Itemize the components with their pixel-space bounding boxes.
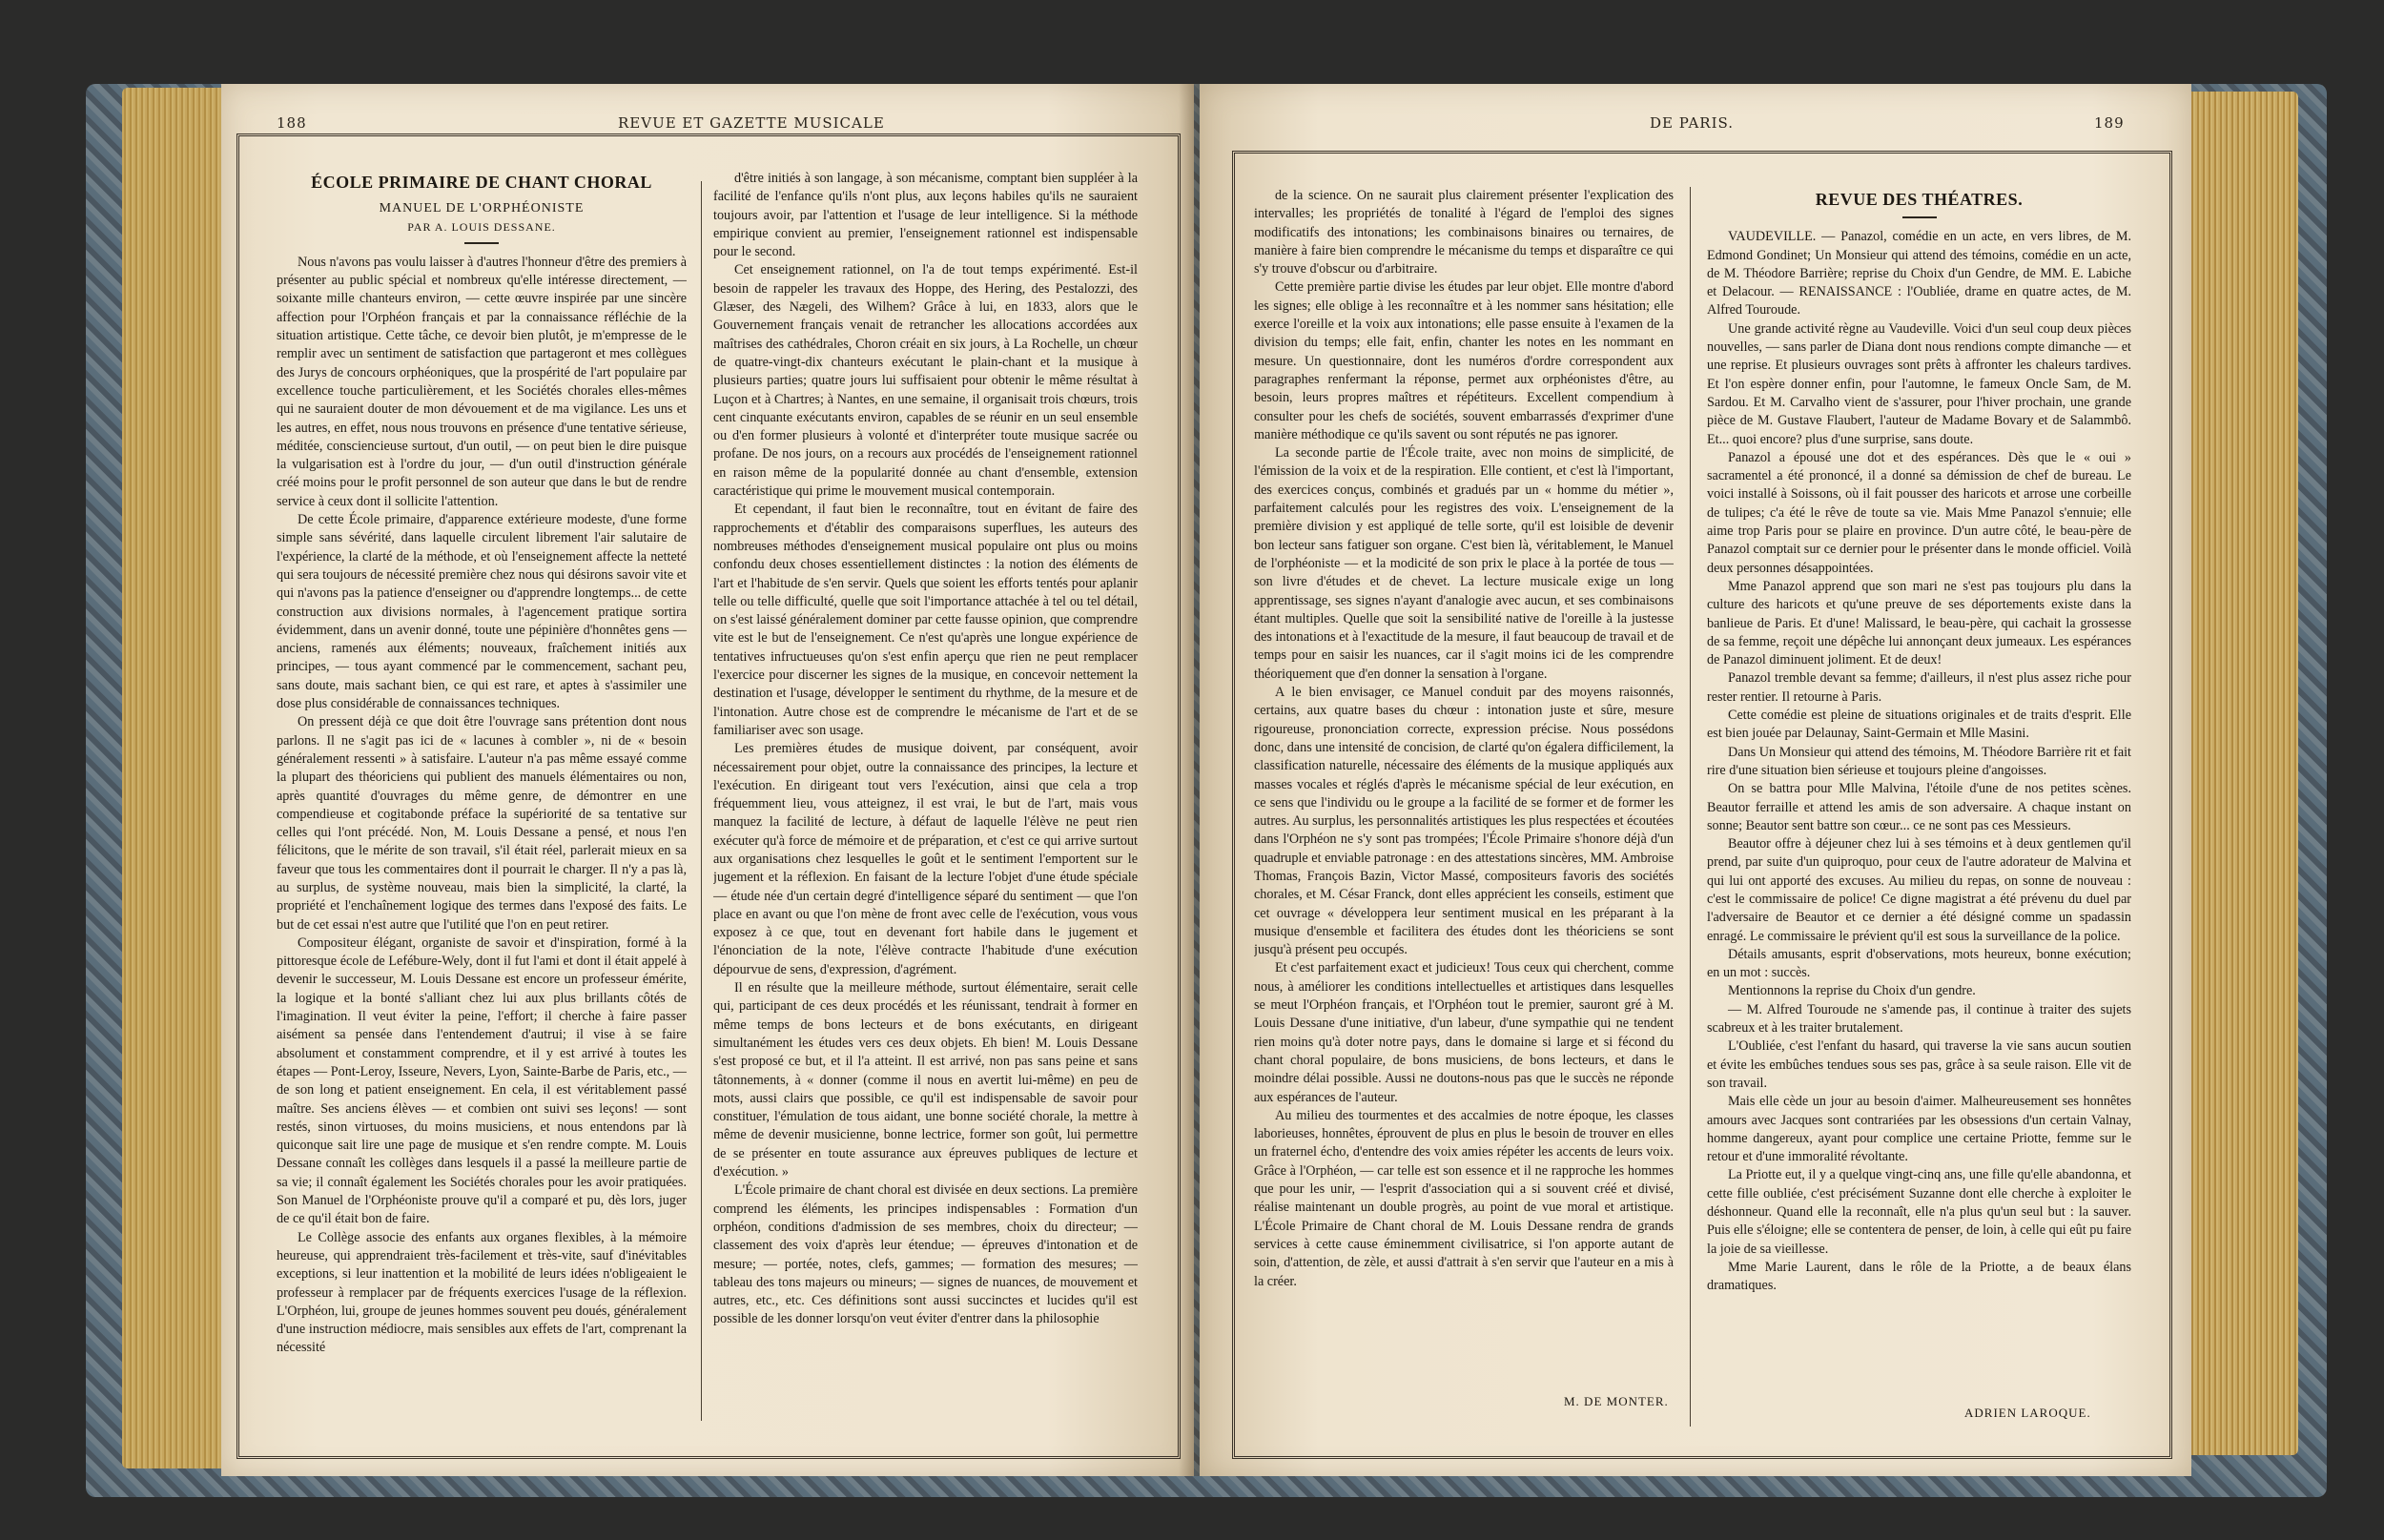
right-page-number: 189 [2094, 114, 2125, 132]
article-title: ÉCOLE PRIMAIRE DE CHANT CHORAL [311, 173, 652, 192]
theatre-review-title: REVUE DES THÉATRES. [1815, 190, 2024, 209]
theatre-title-rule [1902, 216, 1937, 218]
right-page-edges [2184, 92, 2298, 1455]
left-running-head: REVUE ET GAZETTE MUSICALE [618, 114, 885, 132]
paragraph: d'être initiés à son langage, à son mécanisme, comptant bien suppléer à la facilité de l'enfance qu'ils n'ont plus, aux leçons habiles qu'ils ne sauraient toujours avoir, par l'attention et l'usage de leur intelligence. Si la méthode empirique convient au premier, l'enseignement rationnel est indispensable pour le second. [713, 171, 1138, 260]
paragraph: VAUDEVILLE. — Panazol, comédie en un acte, en vers libres, de M. Edmond Gondinet; Un Monsieur qui attend des témoins, comédie en un acte, de M. Théodore Barrière; reprise du Choix d'un Gendre, de MM. E. Labiche et Delacour. — RENAISSANCE : l'Oubliée, drame en quatre actes, de M. Alfred Touroude. [1707, 229, 2131, 318]
paragraph: Et cependant, il faut bien le reconnaître, tout en évitant de faire des rapprochements et d'établir des comparaisons superflues, les auteurs des nombreuses méthodes d'enseignement musical populaire ont plus ou moins confondu deux choses essentiellement distinctes : la notion des éléments de l'art et l'habitude de s'en servir. Quels que soient les efforts tentés pour aplanir telle ou telle difficulté, quelle que soit l'importance attachée à tel ou tel détail, on s'est laissé généralement dominer par cette fausse opinion, que comprendre vite est le but de l'enseignement. Ce n'est qu'après une longue expérience de tentatives infructueuses qu'on s'est enfin aperçu que rien ne peut remplacer l'exercice pour discerner les signes de la musique, en concevoir nettement la destination et l'usage, développer le sentiment du rhythme, de la mesure et de l'intonation. Autre chose est de comprendre le mécanisme de l'art et de se familiariser avec son usage. [713, 502, 1138, 738]
article-byline: PAR A. LOUIS DESSANE. [407, 219, 556, 234]
paragraph: A le bien envisager, ce Manuel conduit par des moyens raisonnés, certains, aux quatre bases du chœur : intonation juste et sûre, mesure rigoureuse, prononciation correcte, expression précise. Nous possédons donc, dans une intensité de concision, de clarté qu'on égalera difficilement, la classification naturelle, nécessaire des éléments de la musique appliqués aux masses vocales et réglés d'après le mécanisme spécial de leur exécution, en ce sens que l'individu ou le groupe a la facilité de se former et de former les autres. Au surplus, les personnalités artistiques les plus respectées et écoutées dans l'Orphéon ne s'y sont pas trompées; l'École Primaire s'honore déjà d'un quadruple et enviable patronage : en des attestations sincères, MM. Ambroise Thomas, François Bazin, Victor Massé, compositeurs favoris des sociétés chorales, et M. César Franck, dont elles apprécient les conseils, estiment que cet ouvrage « développera leur sentiment musical en les préparant à la musique d'ensemble et facilitera des études dont les théoriciens se sont jusqu'à présent peu occupés. [1254, 685, 1674, 958]
paragraph: Il en résulte que la meilleure méthode, surtout élémentaire, serait celle qui, participant de ces deux procédés et les réunissant, tendrait à former en même temps de bons lecteurs et de bons exécutants, en dirigeant simultanément les études vers ces deux objets. Eh bien! M. Louis Dessane s'est proposé ce but, et il l'a atteint. Il est arrivé, non pas sans peine et sans tâtonnements, à « donner (comme il nous en avertit lui-même) en peu de mots, aussi clairs que possible, ce qu'il est indispensable de savoir pour constituer, l'émulation de tous aidant, une bonne société chorale, la mettre à même de devenir musicienne, bonne lectrice, former son goût, lui permettre de se présenter en toute assurance aux épreuves publiques de lecture et d'exécution. » [713, 980, 1138, 1181]
right-column-rule [1690, 187, 1691, 1427]
left-col1-body [277, 254, 687, 1358]
left-col2-body [713, 170, 1138, 1329]
paragraph: de la science. On ne saurait plus clairement présenter l'explication des intervalles; les propriétés de tonalité à l'égard de l'emploi des signes modificatifs des intonations; les combinaisons binaires ou ternaires, de manière à faire bien comprendre le mécanisme du temps et disparaître ce qui s'y trouve d'obscur ou d'arbitraire. [1254, 188, 1674, 277]
paragraph: Panazol tremble devant sa femme; d'ailleurs, il n'est plus assez riche pour rester rentier. Il retourne à Paris. [1707, 670, 2131, 705]
paragraph: L'Oubliée, c'est l'enfant du hasard, qui traverse la vie sans aucun soutien et évite les embûches tendues sous ses pas, grâce à sa seule raison. Elle vit de son travail. [1707, 1038, 2131, 1091]
paragraph: Cette comédie est pleine de situations originales et de traits d'esprit. Elle est bien jouée par Delaunay, Saint-Germain et Mlle Masini. [1707, 708, 2131, 742]
paragraph: Les premières études de musique doivent, par conséquent, avoir nécessairement pour objet, outre la connaissance des principes, la lecture et l'exécution. En dirigeant tout vers l'exécution, ainsi que cela a trop fréquemment lieu, vous atteignez, il est vrai, le but de l'art, mais vous manquez la facilité de lecture, à défaut de laquelle l'élève ne peut rien exécuter qu'à force de mémoire et de préparation, et c'est ce qui arrive surtout aux organisations chez lesquelles le goût et le sentiment l'emportent sur le jugement et la réflexion. En faisant de la lecture l'objet d'une étude spéciale — étude née d'un certain degré d'intelligence séparé du sentiment — que l'on place en avant ou que l'on mène de front avec celle de l'exécution, vous vous exposez à ce que, tout en devenant fort habile dans le jugement et l'énonciation de la note, l'élève contracte l'habitude d'une exécution dépourvue de sens, d'expression, d'agrément. [713, 741, 1138, 977]
paragraph: Et c'est parfaitement exact et judicieux! Tous ceux qui cherchent, comme nous, à améliorer les conditions intellectuelles et artistiques dans lesquelles se meut l'Orphéon français, et l'Orphéon tout le premier, sauront gré à M. Louis Dessane d'une initiative, d'un labeur, d'une sympathie qui ne tendent rien moins qu'à doter notre pays, dans le domaine si large et si fécond du chant choral populaire, de bons musiciens, de bons lecteurs, et dans le moindre délai possible. Aussi ne doutons-nous pas que le succès ne réponde aux espérances de l'auteur. [1254, 960, 1674, 1105]
paragraph: Une grande activité règne au Vaudeville. Voici d'un seul coup deux pièces nouvelles, — sans parler de Diana dont nous rendions compte dimanche — et une reprise. Et plusieurs ouvrages sont prêts à affronter les chaleurs tardives. Et l'on espère donner enfin, pour l'automne, le fameux Oncle Sam, de M. Sardou. Et M. Carvalho vient de s'assurer, pour l'hiver prochain, une grande pièce de M. Gustave Flaubert, l'auteur de Madame Bovary et de Salammbô. Et... quoi encore? plus d'une surprise, sans doute. [1707, 320, 2131, 447]
paragraph: Compositeur élégant, organiste de savoir et d'inspiration, formé à la pittoresque école de Lefébure-Wely, dont il fut l'ami et dont il était appelé à devenir le successeur, M. Louis Dessane est encore un professeur émérite, la logique et la bonté s'alliant chez lui aux plus brillants côtés de l'imagination. Il veut éviter la peine, l'effort; il cherche à faire passer aisément sa pensée dans l'entendement d'autrui; il vise à se faire absolument et constamment comprendre, et il y est arrivé à toutes les étapes — Pont-Leroy, Isseure, Nevers, Lyon, Sainte-Barbe de Paris, etc., — de son long et patient enseignement. En cela, il est véritablement passé maître. Ses anciens élèves — et combien ont suivi ses leçons! — sont restés, sinon virtuoses, du moins musiciens, et nous entendons par là quiconque sait lire une page de musique et s'en rendre compte. M. Louis Dessane connaît les collèges dans lesquels il a passé la meilleure partie de sa vie; il connaît également les Sociétés chorales pour les avoir pratiquées. Son Manuel de l'Orphéoniste prouve qu'il a comparé et pu, dès lors, juger de ce qu'il était bon de faire. [277, 934, 687, 1227]
paragraph: On se battra pour Mlle Malvina, l'étoile d'une de nos petites scènes. Beautor ferraille et attend les amis de son adversaire. A chaque instant on sonne; Beautor sent battre son cœur... ce ne sont pas ces Messieurs. [1707, 781, 2131, 833]
paragraph: Mme Panazol apprend que son mari ne s'est pas toujours plu dans la culture des haricots et qu'une preuve de ses déportements existe dans la banlieue de Paris. Et d'une! Malissard, le beau-père, qui cachait la grossesse de sa femme, reçoit une dépêche lui annonçant deux jumeaux. Les espérances de Panazol diminuent joliment. Et de deux! [1707, 578, 2131, 668]
article-subtitle: MANUEL DE L'ORPHÉONISTE [379, 201, 585, 216]
left-column-rule [701, 181, 702, 1421]
paragraph: Le Collège associe des enfants aux organes flexibles, à la mémoire heureuse, qui apprendraient très-facilement et très-vite, sauf d'inévitables exceptions, si leur inattention et la mobilité de leurs idées n'obligeaient le professeur à remplacer par de fréquents exercices l'usage de la réflexion. L'Orphéon, lui, groupe de jeunes hommes souvent peu doués, généralement d'une instruction médiocre, mais sensibles aux effets de l'art, comprenant la nécessité [277, 1229, 687, 1356]
left-column-1 [277, 170, 687, 1409]
paragraph: La Priotte eut, il y a quelque vingt-cinq ans, une fille qu'elle abandonna, et cette fille oubliée, c'est précisément Suzanne dont elle cherche à exploiter le déshonneur. Quand elle la reconnaît, elle n'a plus qu'un seul but : la sauver. Puis elle s'éloigne; elle se contentera de penser, de loin, à celle qui eût pu faire la joie de sa vieillesse. [1707, 1167, 2131, 1257]
paragraph: Mais elle cède un jour au besoin d'aimer. Malheureusement ses honnêtes amours avec Jacques sont contrariées par les obsessions d'un certain Valnay, homme dangereux, ayant pour complice une certaine Priotte, femme sur le retour et d'une immoralité révoltante. [1707, 1094, 2131, 1165]
right-running-head: DE PARIS. [1650, 114, 1735, 132]
left-page-number: 188 [277, 114, 307, 132]
paragraph: On pressent déjà ce que doit être l'ouvrage sans prétention dont nous parlons. Il ne s'agit pas ici de « lacunes à combler », ni de « besoin généralement ressenti » à satisfaire. L'auteur n'a pas même essayé comme la plupart des théoriciens qui publient des manuels élémentaires ou non, après quantité d'ouvrages du même genre, de démontrer en une compendieuse et cogitabonde préface la supériorité de sa tentative sur celles qui l'ont précédé. Non, M. Louis Dessane a pensé, et nous l'en félicitons, que le mérite de son travail, s'il était réel, parlerait mieux en sa faveur que tous les commentaires dont il pourrait le charger. Il n'y a pas là, au surplus, de système nouveau, mais bien la simplicité, la clarté, la propriété et l'enchaînement logique des termes dans l'exposé des faits. Le but de cet essai n'est autre que l'utilité que l'on en peut retirer. [277, 714, 687, 933]
paragraph: Mentionnons la reprise du Choix d'un gendre. [1728, 983, 1976, 999]
right-col2-signature: ADRIEN LAROQUE. [1964, 1406, 2091, 1420]
right-col1-body [1254, 187, 1674, 1291]
paragraph: Détails amusants, esprit d'observations, mots heureux, bonne exécution; en un mot : succès. [1707, 946, 2131, 981]
right-col1-signature: M. DE MONTER. [1564, 1394, 1669, 1408]
paragraph: De cette École primaire, d'apparence extérieure modeste, d'une forme simple sans sévérité, dans laquelle circulent librement l'air salutaire de l'expérience, la clarté de la méthode, et où l'enseignement affecte la netteté qui sera toujours de nécessité première chez nous qui désirons savoir vite et qui n'avons pas la patience d'enseigner ou d'apprendre longtemps... de cette construction aux divisions normales, à l'agencement pratique sortira évidemment, dans un avenir donné, toute une pépinière d'honnêtes gens — anciens, ramenés aux éléments; nouveaux, fraîchement initiés aux principes, — tous ayant commencé par le commencement, sachant peu, sans doute, mais sachant bien, ce qui est rare, et aptes à s'assimiler une dose plus considérable de connaissances techniques. [277, 512, 687, 712]
left-column-2 [713, 170, 1138, 1409]
right-column-2 [1707, 187, 2131, 1379]
paragraph: Cette première partie divise les études par leur objet. Elle montre d'abord les signes; elle oblige à les reconnaître et à les nommer sans hésitation; elle exerce l'oreille et la voix aux intonations; elle passe ensuite à l'examen de la division du temps; elle fait, enfin, chanter les notes en les nommant en mesure. Un questionnaire, dont les numéros d'ordre correspondent aux paragraphes renfermant la réponse, permet aux orphéonistes d'être, au besoin, leurs propres maîtres et répétiteurs. Excellent compendium à consulter pour les chefs de sociétés, souvent embarrassés d'exprimer d'une manière méthodique ce qu'ils savent ou sont réputés ne pas ignorer. [1254, 279, 1674, 442]
paragraph: Panazol a épousé une dot et des espérances. Dès que le « oui » sacramentel a été prononcé, il a donné sa démission de chef de bureau. Le voici installé à Soissons, où il fait pousser des haricots et arrose une corbeille de tulipes; c'a été le rêve de toute sa vie. Mais Mme Panazol s'ennuie; elle aime trop Paris pour se plaire en province. D'un autre côté, le beau-père de Panazol comptait sur ce dernier pour le présenter dans le monde officiel. Voilà deux personnes désappointées. [1707, 449, 2131, 576]
right-col2-body [1707, 228, 2131, 1295]
paragraph: La seconde partie de l'École traite, avec non moins de simplicité, de l'émission de la voix et de la respiration. Elle contient, et c'est là l'important, des exercices conçus, combinés et gradués par un « homme du métier », parfaitement calculés pour les registres des voix. L'enseignement de la première division y est appliqué de telle sorte, qu'il est loisible de devenir bon lecteur sans fatiguer son organe. C'est bien là, véritablement, le Manuel de l'orphéoniste — et la modicité de son prix le place à la portée de tous — son livre d'études et de chevet. La lecture musicale exige un long apprentissage, ses signes n'ayant d'analogie avec aucun, et ses combinaisons étant multiples. Quelle que soit la sensibilité native de l'oreille à la justesse des intonations et à l'exactitude de la mesure, il faut beaucoup de travail et de temps pour en saisir les nuances, car il s'agit moins ici de les comprendre théoriquement que d'en donner la sensation à l'organe. [1254, 445, 1674, 682]
title-rule [464, 242, 499, 244]
paragraph: Beautor offre à déjeuner chez lui à ses témoins et à deux gentlemen qu'il prend, par suite d'un quiproquo, pour ceux de l'autre adorateur de Malvina et qui lui ont apporté des excuses. Au milieu du repas, on sonne de nouveau : c'est le commissaire de police! Ce digne magistrat a été prévenu du duel par l'adversaire de Beautor et ce dernier a été désigné comme un spadassin enragé. Le commissaire le prévient qu'il est sous la surveillance de la police. [1707, 836, 2131, 944]
paragraph: Au milieu des tourmentes et des accalmies de notre époque, les classes laborieuses, honnêtes, éprouvent de plus en plus le besoin de trouver en elles un fraternel écho, d'entendre des voix amies répéter les accents de leurs voix. Grâce à l'Orphéon, — car telle est son essence et il ne rapproche les hommes que pour les unir, — l'esprit d'association qui a si souvent créé et divisé, réalise maintenant un double progrès, au point de vue moral et artistique. L'École Primaire de Chant choral de M. Louis Dessane rendra de grands services à cette cause éminemment civilisatrice, si l'on apporte autant de soin, d'attention, de zèle, et aussi d'attrait à s'en servir que l'auteur en a mis à la créer. [1254, 1107, 1674, 1289]
paragraph: — M. Alfred Touroude ne s'amende pas, il continue à traiter des sujets scabreux et à les traiter brutalement. [1707, 1001, 2131, 1037]
paragraph: Dans Un Monsieur qui attend des témoins, M. Théodore Barrière rit et fait rire d'une situation bien sérieuse et toujours pleine d'angoisses. [1707, 744, 2131, 778]
paragraph: Mme Marie Laurent, dans le rôle de la Priotte, a de beaux élans dramatiques. [1707, 1259, 2131, 1294]
left-page-edges [122, 88, 225, 1468]
paragraph: Nous n'avons pas voulu laisser à d'autres l'honneur d'être des premiers à présenter au public spécial et nombreux qu'elle intéresse directement, — soixante mille chanteurs environ, — cette œuvre inspirée par une sincère affection pour l'Orphéon français et par la connaissance réfléchie de la situation artistique. Cette tâche, ce devoir bien plutôt, je m'empresse de le remplir avec un sentiment de satisfaction que partageront et mes collègues des Jurys de concours orphéoniques, que la prospérité de l'art populaire par excellence touche particulièrement, et les Sociétés chorales elles-mêmes qui ne sauraient douter de mon dévouement et de ma vigilance. Les uns et les autres, en effet, nous nous trouvons en présence d'une tentative sérieuse, méditée, consciencieuse surtout, d'un outil, — on peut bien le dire puisque la vulgarisation est à l'ordre du jour, — d'un outil d'instruction générale créé moins pour le profit personnel de son auteur que dans le but de rendre service à ceux dont il sollicite l'attention. [277, 254, 687, 509]
paragraph: Cet enseignement rationnel, on l'a de tout temps expérimenté. Est-il besoin de rappeler les travaux des Hoppe, des Hering, des Pestalozzi, des Glæser, des Nægeli, des Wilhem? Grâce à lui, en 1833, alors que le Gouvernement français venait de retrancher les allocations accordées aux maîtrises des cathédrales, Choron créait en six jours, à La Rochelle, un chœur de quatre-vingt-dix chanteurs exécutant le plain-chant et la musique à plusieurs parties; quatre jours lui suffisaient pour obtenir le même résultat à Luçon et à Chartres; à Nantes, en une semaine, il organisait trois chœurs, trois cent cinquante exécutants environ, capables de se réunir en un seul ensemble ou d'en former plusieurs à volonté et d'interpréter toute musique sacrée ou profane. De nos jours, on a recours aux procédés de l'enseignement rationnel en raison même de la popularité donnée au chant d'ensemble, extension caractéristique qui prime le mouvement musical contemporain. [713, 262, 1138, 500]
right-column-1 [1254, 187, 1674, 1379]
paragraph: L'École primaire de chant choral est divisée en deux sections. La première comprend les éléments, les principes indispensables : Formation d'un orphéon, conditions d'admission de ses membres, choix du directeur; — classement des voix d'après leur étendue; — épreuves d'intonation et de mesure; — portée, notes, clefs, gammes; — formation des mesures; — tableau des tons majeurs ou mineurs; — signes de nuances, de mouvement et autres, etc., etc. Ces définitions sont aussi succinctes et lucides qu'il est possible de les donner lorsqu'on veut éviter d'entrer dans la philosophie [713, 1182, 1138, 1327]
